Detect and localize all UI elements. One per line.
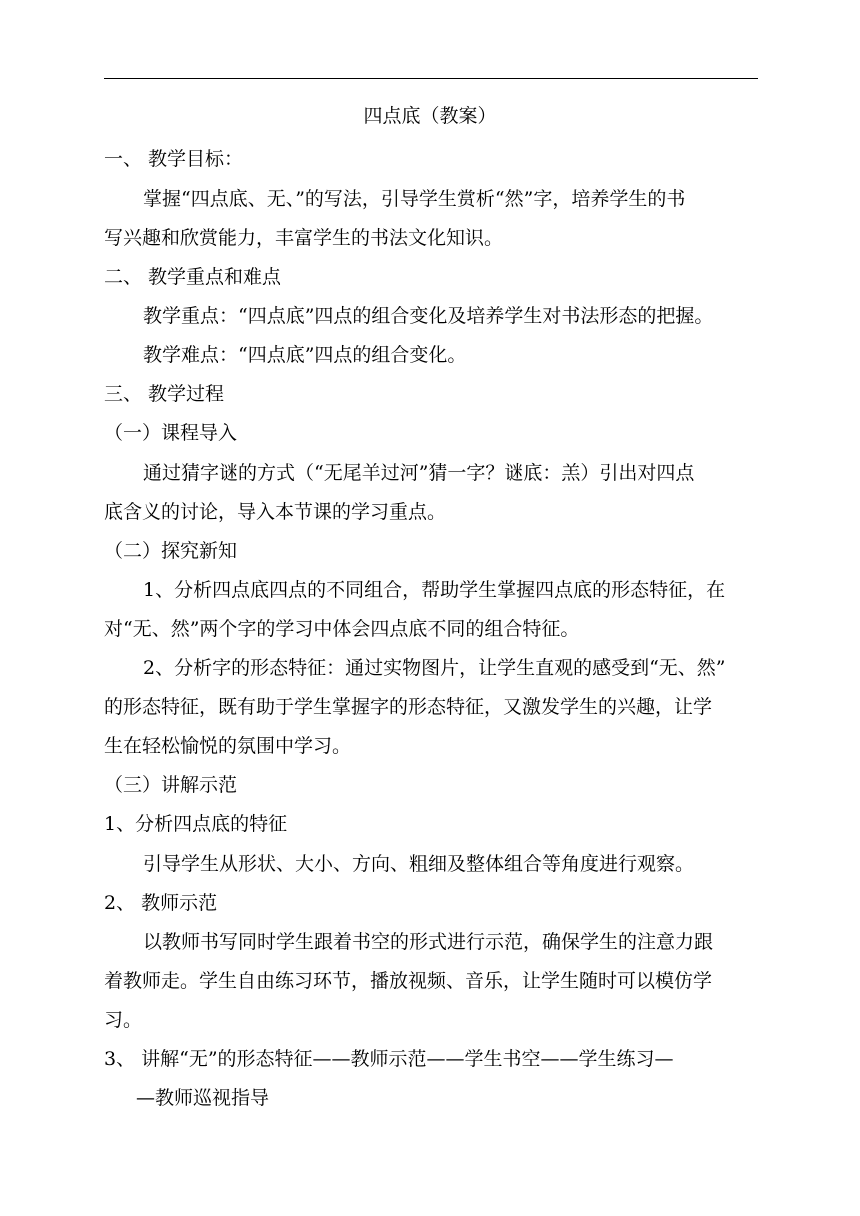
intro-paragraph-line: 通过猜字谜的方式（“无尾羊过河”猜一字？谜底：羔）引出对四点	[143, 462, 695, 484]
demo-item-line: 习。	[104, 1009, 143, 1031]
demo-item-line: 3、 讲解“无”的形态特征——教师示范——学生书空——学生练习—	[104, 1048, 674, 1070]
section-heading-process: 三、 教学过程	[104, 383, 225, 405]
demo-item-line: 以教师书写同时学生跟着书空的形式进行示范，确保学生的注意力跟	[143, 931, 714, 953]
explore-item-line: 的形态特征，既有助于学生掌握字的形态特征，又激发学生的兴趣，让学	[104, 696, 713, 718]
subheading-intro: （一）课程导入	[104, 422, 238, 444]
header-rule	[104, 78, 758, 79]
explore-item-line: 2、分析字的形态特征：通过实物图片，让学生直观的感受到“无、然”	[143, 657, 726, 679]
objectives-paragraph-line: 掌握“四点底、无、”的写法，引导学生赏析“然”字，培养学生的书	[143, 188, 686, 210]
demo-item-line: —教师巡视指导	[136, 1087, 270, 1109]
subheading-explore: （二）探究新知	[104, 540, 238, 562]
explore-item-line: 1、分析四点底四点的不同组合，帮助学生掌握四点底的形态特征，在	[143, 579, 726, 601]
explore-item-line: 对“无、然”两个字的学习中体会四点底不同的组合特征。	[104, 618, 580, 640]
subheading-demo: （三）讲解示范	[104, 774, 238, 796]
demo-item-heading: 1、分析四点底的特征	[104, 813, 288, 835]
difficulty-text: 教学难点：“四点底”四点的组合变化。	[143, 344, 467, 366]
demo-item-text: 引导学生从形状、大小、方向、粗细及整体组合等角度进行观察。	[143, 853, 695, 875]
intro-paragraph-line: 底含义的讨论，导入本节课的学习重点。	[104, 501, 447, 523]
section-heading-objectives: 一、 教学目标：	[104, 148, 244, 170]
demo-item-heading: 2、 教师示范	[104, 892, 218, 914]
objectives-paragraph-line: 写兴趣和欣赏能力，丰富学生的书法文化知识。	[104, 227, 504, 249]
document-title: 四点底（教案）	[363, 105, 497, 127]
demo-item-line: 着教师走。学生自由练习环节，播放视频、音乐，让学生随时可以模仿学	[104, 970, 713, 992]
key-point-text: 教学重点：“四点底”四点的组合变化及培养学生对书法形态的把握。	[143, 305, 714, 327]
explore-item-line: 生在轻松愉悦的氛围中学习。	[104, 735, 352, 757]
section-heading-key-points: 二、 教学重点和难点	[104, 266, 282, 288]
